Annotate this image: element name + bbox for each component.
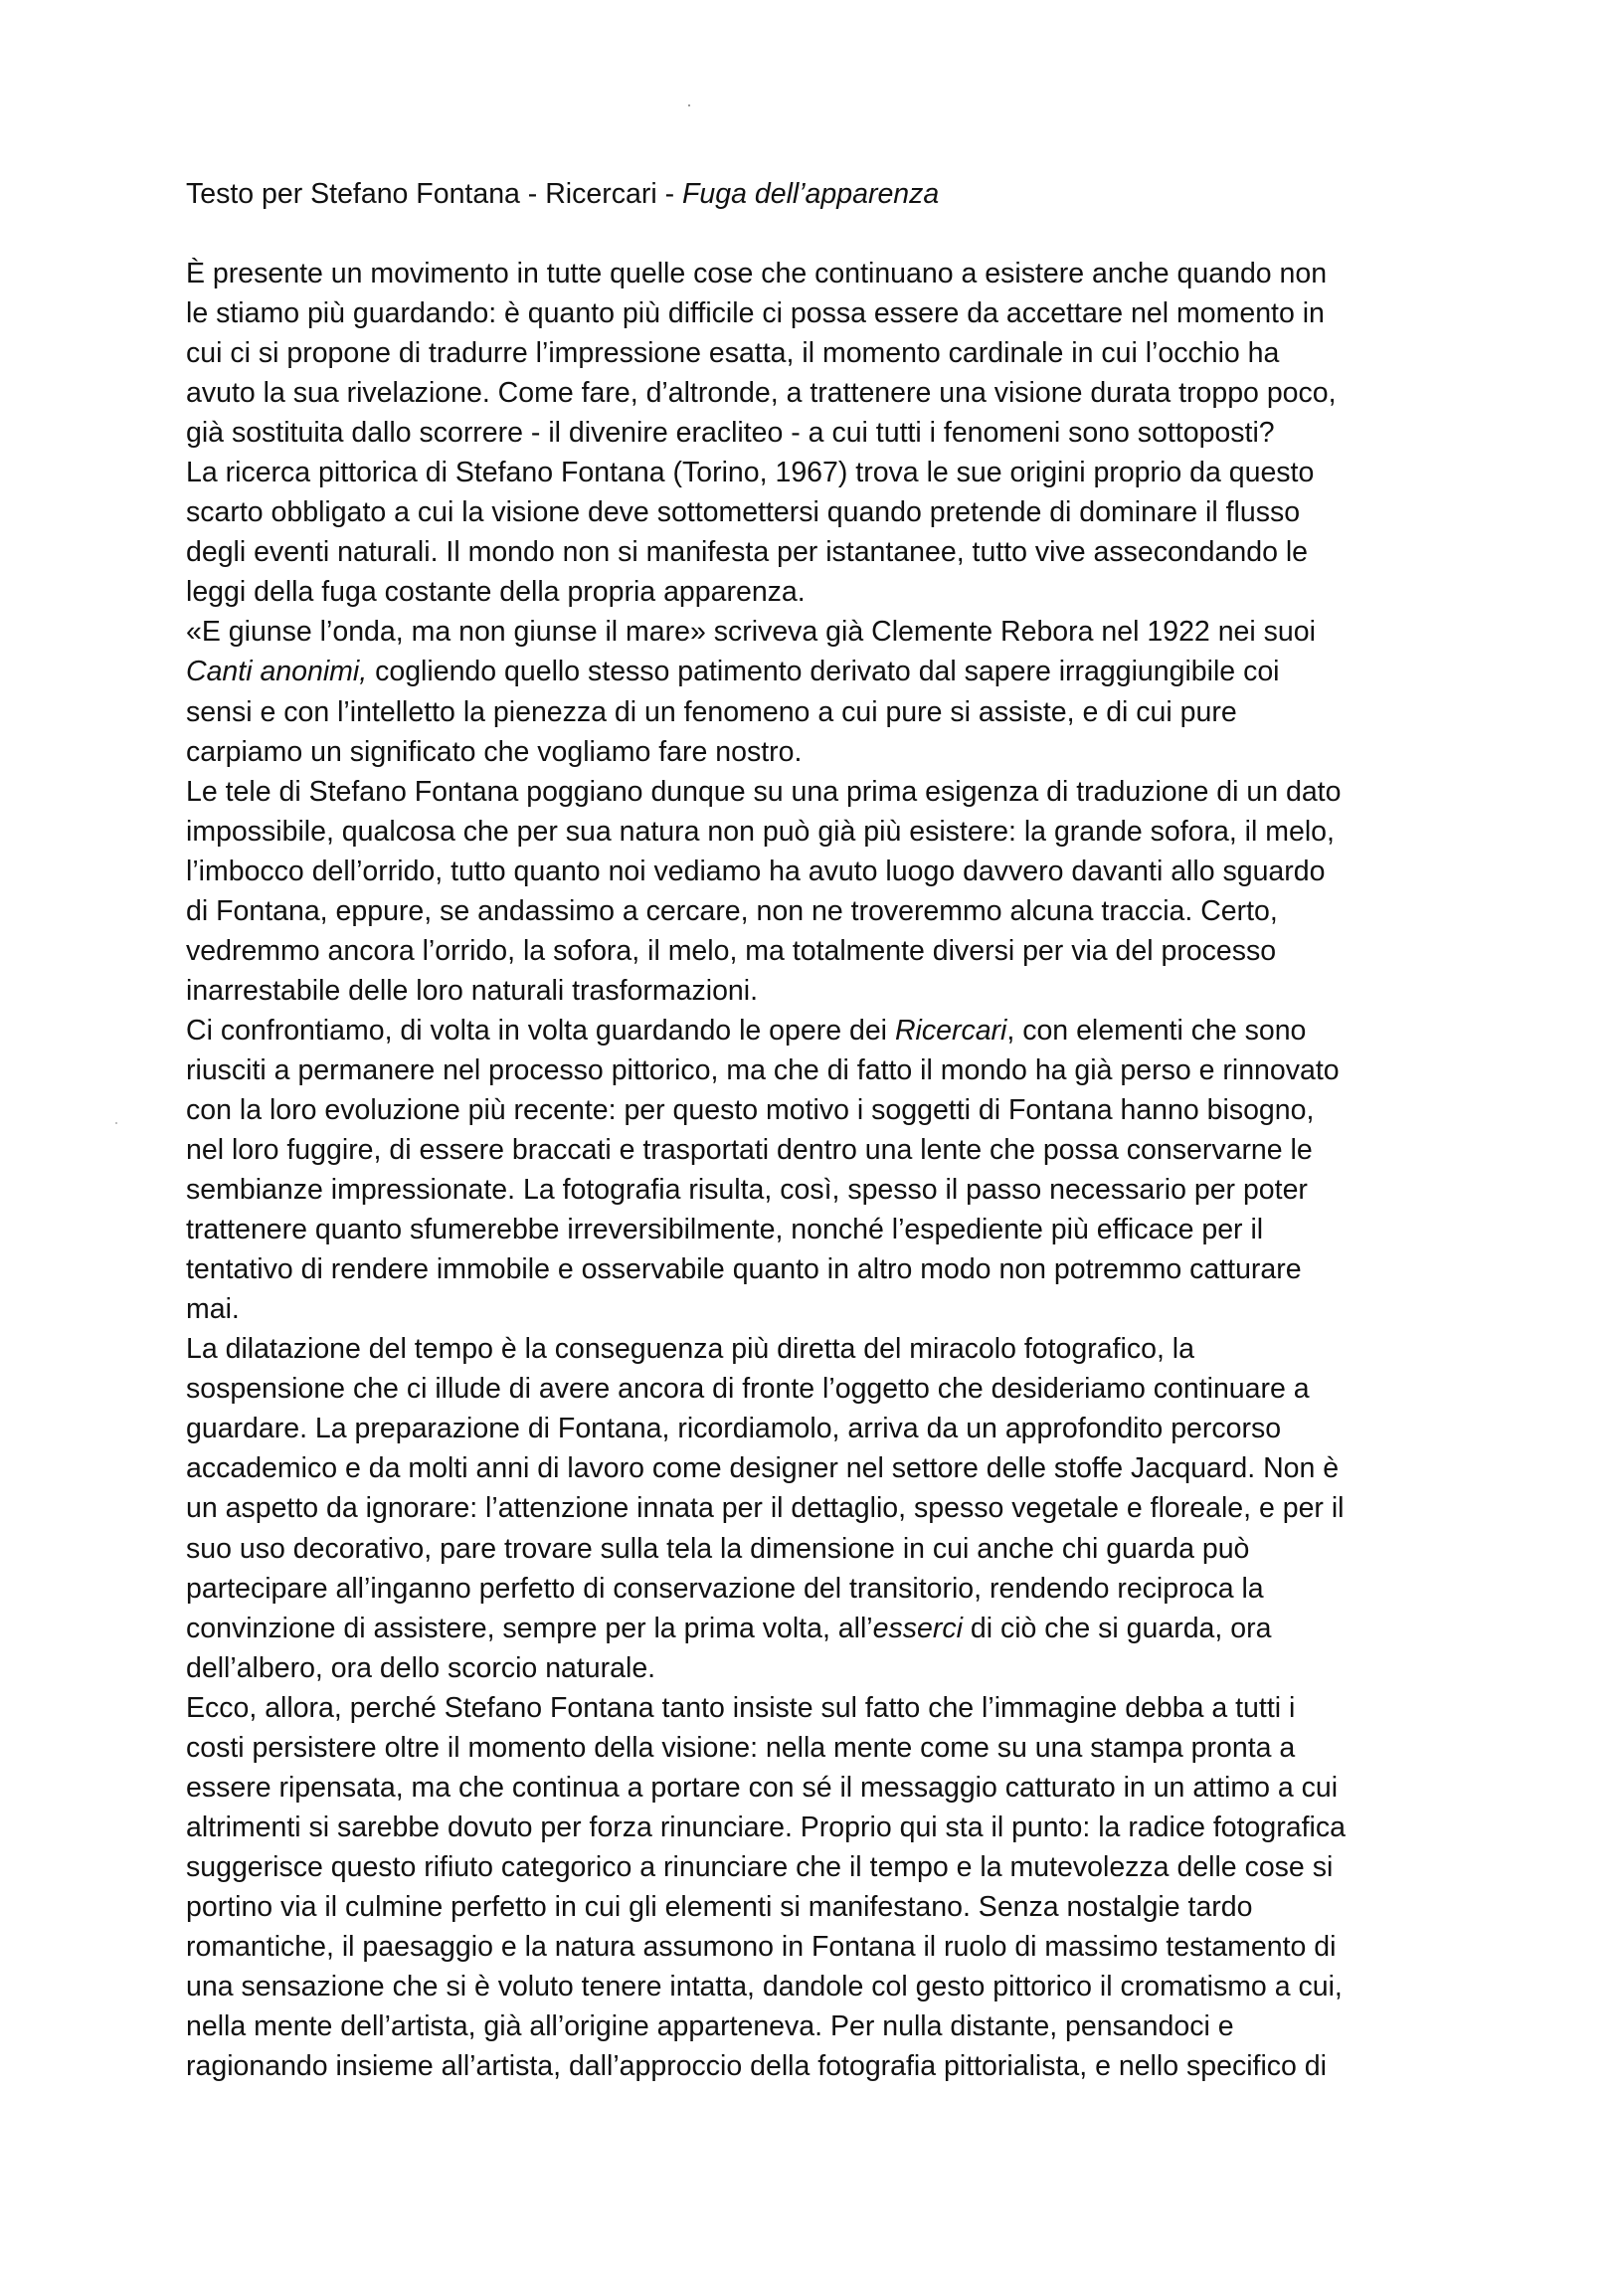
- text-segment: costi persistere oltre il momento della visione: nella mente come su una stampa pronta a: [186, 1731, 1296, 1764]
- text-segment: suggerisce questo rifiuto categorico a rinunciare che il tempo e la mutevolezza delle cose si: [186, 1850, 1334, 1883]
- text-segment: l’imbocco dell’orrido, tutto quanto noi vediamo ha avuto luogo davvero davanti allo sguardo: [186, 855, 1326, 887]
- text-line: [186, 1090, 1479, 1130]
- text-segment: tentativo di rendere immobile e osservabile quanto in altro modo non potremmo catturare: [186, 1253, 1302, 1286]
- text-segment: È presente un movimento in tutte quelle cose che continuano a esistere anche quando non: [186, 258, 1328, 289]
- text-segment: portino via il culmine perfetto in cui gli elementi si manifestano. Senza nostalgie tardo: [186, 1890, 1253, 1923]
- text-line: [186, 1967, 1479, 2006]
- text-line: [186, 1847, 1479, 1887]
- text-segment: nella mente dell’artista, già all’origine apparteneva. Per nulla distante, pensandoci e: [186, 2010, 1234, 2043]
- text-segment: «E giunse l’onda, ma non giunse il mare» scriveva già Clemente Rebora nel 1922 nei suoi: [186, 616, 1316, 649]
- text-line: [186, 732, 1479, 772]
- text-line: [186, 612, 1479, 652]
- text-segment: riusciti a permanere nel processo pittorico, ma che di fatto il mondo ha già perso e rinnovato: [186, 1053, 1340, 1086]
- text-line: [186, 1768, 1479, 1808]
- text-line: [186, 293, 1479, 333]
- text-segment: sembianze impressionate. La fotografia risulta, così, spesso il passo necessario per poter: [186, 1174, 1308, 1207]
- text-line: [186, 812, 1479, 852]
- text-line: [186, 931, 1479, 971]
- text-segment: una sensazione che si è voluto tenere intatta, dandole col gesto pittorico il cromatismo a cui,: [186, 1971, 1343, 2003]
- text-segment: La dilatazione del tempo è la conseguenza più diretta del miracolo fotografico, la: [186, 1333, 1194, 1366]
- text-line: [186, 254, 1479, 293]
- text-segment: un aspetto da ignorare: l’attenzione innata per il dettaglio, spesso vegetale e floreale, e per il: [186, 1492, 1345, 1525]
- text-segment: Ci confrontiamo, di volta in volta guardando le opere dei: [186, 1014, 895, 1047]
- text-segment: Ecco, allora, perché Stefano Fontana tanto insiste sul fatto che l’immagine debba a tutti i: [186, 1691, 1296, 1724]
- text-line: [186, 492, 1479, 532]
- document-title-italic: Fuga dell’apparenza: [681, 178, 940, 210]
- text-segment: essere ripensata, ma che continua a portare con sé il messaggio catturato in un attimo a cui: [186, 1771, 1339, 1804]
- text-line: [186, 532, 1479, 572]
- text-line: [186, 1329, 1479, 1369]
- text-line: [186, 1369, 1479, 1409]
- text-line: [186, 1249, 1479, 1289]
- text-segment: con la loro evoluzione più recente: per questo motivo i soggetti di Fontana hanno bisogno,: [186, 1093, 1315, 1126]
- text-segment: convinzione di assistere, sempre per la prima volta, all’: [186, 1612, 873, 1644]
- scan-speck: [115, 1122, 117, 1124]
- text-line: [186, 852, 1479, 891]
- text-line: [186, 2046, 1479, 2086]
- text-line: [186, 652, 1479, 691]
- text-segment: di ciò che si guarda, ora: [962, 1612, 1272, 1644]
- text-line: [186, 333, 1479, 373]
- italic-text: Ricercari: [894, 1014, 1007, 1047]
- document-title-prefix: Testo per Stefano Fontana - Ricercari -: [186, 178, 682, 210]
- text-line: [186, 1529, 1479, 1569]
- text-segment: guardare. La preparazione di Fontana, ricordiamolo, arriva da un approfondito percorso: [186, 1413, 1282, 1445]
- text-segment: ragionando insieme all’artista, dall’approccio della fotografia pittorialista, e nello specifico di: [186, 2050, 1327, 2083]
- text-line: [186, 1887, 1479, 1927]
- text-segment: inarrestabile delle loro naturali trasformazioni.: [186, 974, 759, 1007]
- text-segment: scarto obbligato a cui la visione deve sottomettersi quando pretende di dominare il flusso: [186, 496, 1301, 529]
- text-line: [186, 1927, 1479, 1967]
- text-segment: di Fontana, eppure, se andassimo a cercare, non ne troveremmo alcuna traccia. Certo,: [186, 894, 1278, 927]
- text-segment: degli eventi naturali. Il mondo non si manifesta per istantanee, tutto vive assecondando le: [186, 536, 1309, 569]
- document-body: [186, 254, 1479, 2086]
- text-segment: trattenere quanto sfumerebbe irreversibilmente, nonché l’espediente più efficace per il: [186, 1214, 1264, 1246]
- text-line: [186, 1130, 1479, 1170]
- scan-speck: [688, 104, 690, 106]
- text-segment: avuto la sua rivelazione. Come fare, d’altronde, a trattenere una visione durata troppo poco,: [186, 377, 1337, 410]
- text-segment: le stiamo più guardando: è quanto più difficile ci possa essere da accettare nel momento in: [186, 297, 1325, 330]
- text-segment: carpiamo un significato che vogliamo fare nostro.: [186, 735, 803, 768]
- text-line: [186, 1488, 1479, 1528]
- text-segment: sensi e con l’intelletto la pienezza di un fenomeno a cui pure si assiste, e di cui pure: [186, 695, 1237, 728]
- text-line: [186, 373, 1479, 413]
- text-segment: cui ci si propone di tradurre l’impressione esatta, il momento cardinale in cui l’occhio ha: [186, 337, 1280, 370]
- document-title: [186, 174, 1479, 214]
- text-segment: accademico e da molti anni di lavoro come designer nel settore delle stoffe Jacquard. Non è: [186, 1452, 1340, 1485]
- text-line: [186, 1409, 1479, 1448]
- text-line: [186, 692, 1479, 732]
- text-segment: , con elementi che sono: [1006, 1014, 1307, 1047]
- text-line: [186, 971, 1479, 1011]
- text-segment: impossibile, qualcosa che per sua natura non può già più esistere: la grande sofora, il melo,: [186, 815, 1335, 848]
- italic-text: esserci: [872, 1612, 963, 1644]
- text-segment: romantiche, il paesaggio e la natura assumono in Fontana il ruolo di massimo testamento di: [186, 1930, 1337, 1963]
- italic-text: Canti anonimi,: [186, 656, 368, 688]
- text-line: [186, 2006, 1479, 2046]
- text-line: [186, 413, 1479, 453]
- text-line: [186, 572, 1479, 612]
- text-line: [186, 1569, 1479, 1609]
- text-segment: suo uso decorativo, pare trovare sulla tela la dimensione in cui anche chi guarda può: [186, 1532, 1250, 1565]
- text-segment: La ricerca pittorica di Stefano Fontana (Torino, 1967) trova le sue origini proprio da questo: [186, 457, 1315, 489]
- text-segment: già sostituita dallo scorrere - il divenire eracliteo - a cui tutti i fenomeni sono sottoposti?: [186, 417, 1275, 450]
- text-segment: dell’albero, ora dello scorcio naturale.: [186, 1651, 656, 1684]
- text-segment: nel loro fuggire, di essere braccati e trasportati dentro una lente che possa conservarne le: [186, 1134, 1313, 1167]
- text-line: [186, 453, 1479, 492]
- text-segment: Le tele di Stefano Fontana poggiano dunque su una prima esigenza di traduzione di un dato: [186, 775, 1342, 808]
- text-segment: cogliendo quello stesso patimento derivato dal sapere irraggiungibile coi: [367, 656, 1280, 688]
- text-line: [186, 1011, 1479, 1050]
- text-line: [186, 1050, 1479, 1090]
- text-line: [186, 1170, 1479, 1210]
- text-line: [186, 772, 1479, 812]
- text-line: [186, 1609, 1479, 1648]
- text-segment: vedremmo ancora l’orrido, la sofora, il melo, ma totalmente diversi per via del processo: [186, 934, 1277, 967]
- text-segment: altrimenti si sarebbe dovuto per forza rinunciare. Proprio qui sta il punto: la radice fotografica: [186, 1811, 1346, 1843]
- text-line: [186, 1289, 1479, 1329]
- text-line: [186, 1210, 1479, 1249]
- text-segment: sospensione che ci illude di avere ancora di fronte l’oggetto che desideriamo continuare a: [186, 1373, 1310, 1406]
- text-line: [186, 1728, 1479, 1768]
- text-segment: mai.: [186, 1293, 240, 1326]
- text-segment: leggi della fuga costante della propria apparenza.: [186, 576, 806, 609]
- text-line: [186, 1448, 1479, 1488]
- text-line: [186, 1648, 1479, 1688]
- text-line: [186, 891, 1479, 931]
- text-segment: partecipare all’inganno perfetto di conservazione del transitorio, rendendo reciproca la: [186, 1572, 1264, 1605]
- text-line: [186, 1808, 1479, 1847]
- text-line: [186, 1688, 1479, 1728]
